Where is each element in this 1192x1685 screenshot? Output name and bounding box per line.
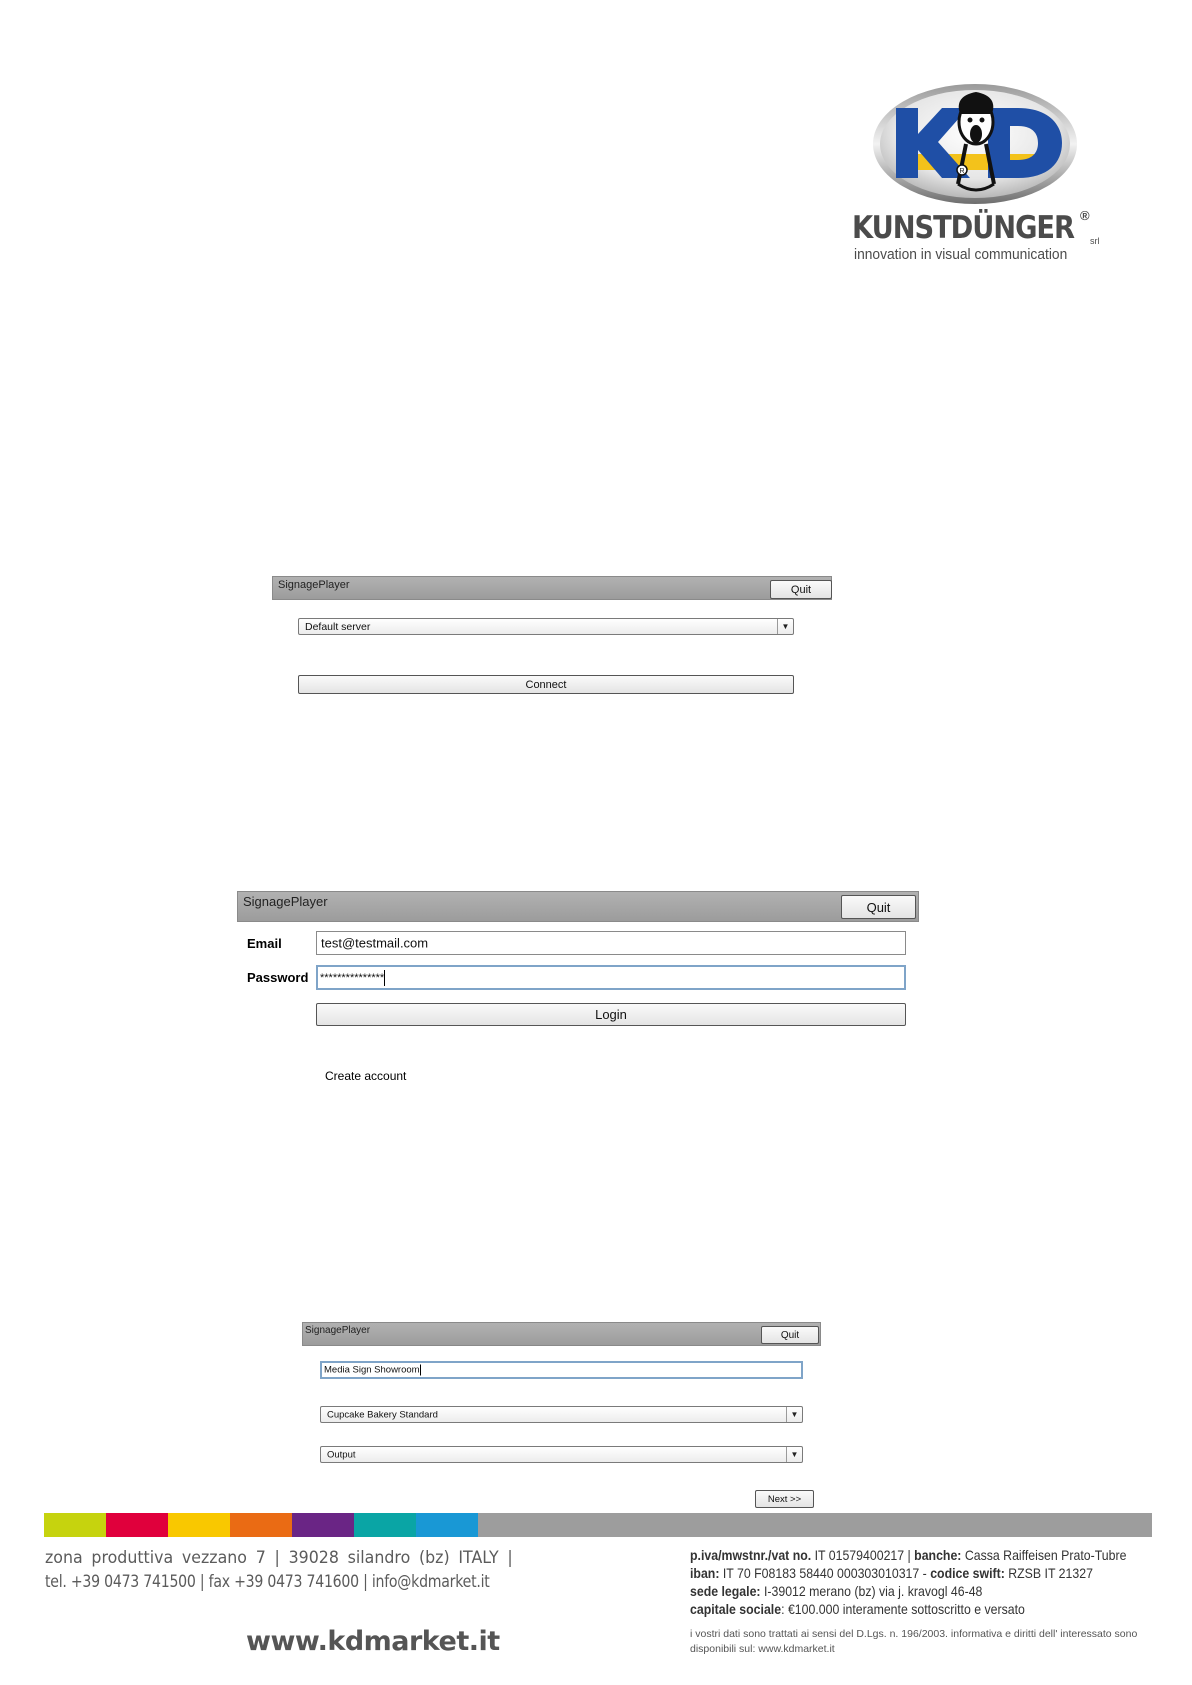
vat-value: IT 01579400217 | [811,1547,915,1563]
logo-registered-mark: ® [1080,208,1090,223]
next-button[interactable]: Next >> [755,1490,814,1508]
template-select-value: Cupcake Bakery Standard [327,1409,438,1420]
color-swatch [168,1513,230,1537]
company-logo [852,82,1112,272]
text-caret [420,1364,421,1375]
logo-brand-name: KUNSTDÜNGER [852,210,1074,246]
logo-tagline: innovation in visual communication [854,246,1068,263]
window-title: SignagePlayer [278,579,350,591]
capital-label: capitale sociale [690,1601,782,1617]
footer-vat-line [690,1547,1126,1563]
screenshot-server-connect [272,576,832,696]
email-field[interactable] [316,931,906,955]
email-label: Email [247,936,282,951]
server-select-value: Default server [305,620,371,633]
display-name-content [324,1364,421,1375]
brand-color-strip [44,1513,1152,1537]
color-swatch [416,1513,478,1537]
swift-value: RZSB IT 21327 [1004,1565,1093,1581]
iban-label: iban: [690,1565,720,1581]
quit-button[interactable]: Quit [770,580,832,599]
password-field-value: *************** [320,971,385,984]
color-swatch [44,1513,106,1537]
footer-privacy-note: i vostri dati sono trattati ai sensi del D.Lgs. n. 196/2003. informativa e diritti dell' interessato sono disponibili sul: www.kdmarket.it [690,1628,1138,1655]
title-bar [237,891,919,922]
footer-iban-line [690,1565,1093,1581]
kd-logo-emblem [870,82,1080,207]
chevron-down-icon[interactable]: ▼ [786,1447,802,1462]
iban-value: IT 70 F08183 58440 000303010317 - [719,1565,931,1581]
color-swatch [292,1513,354,1537]
create-account-link[interactable]: Create account [325,1069,407,1083]
color-swatch [230,1513,292,1537]
quit-button[interactable]: Quit [841,895,916,919]
screenshot-display-setup [302,1322,821,1514]
password-field[interactable] [316,965,906,990]
password-field-content [320,970,385,986]
template-select[interactable] [320,1406,803,1423]
vat-label: p.iva/mwstnr./vat no. [690,1547,812,1563]
quit-button[interactable]: Quit [761,1326,819,1344]
footer-capital-line [690,1601,1025,1617]
screenshot-login [237,891,919,1091]
password-label: Password [247,970,309,985]
footer-address: zona produttiva vezzano 7 | 39028 silandro (bz) ITALY | [45,1548,513,1568]
seat-value: I-39012 merano (bz) via j. kravogl 46-48 [760,1583,983,1599]
display-name-field[interactable] [320,1361,803,1379]
footer-website[interactable]: www.kdmarket.it [246,1626,500,1657]
footer-seat-line [690,1583,982,1599]
text-caret [384,970,385,986]
footer-contacts: tel. +39 0473 741500 | fax +39 0473 741600 | info@kdmarket.it [45,1572,490,1592]
output-select[interactable] [320,1446,803,1463]
title-bar [272,576,832,600]
chevron-down-icon[interactable]: ▼ [777,619,793,634]
email-field-value: test@testmail.com [321,935,429,951]
color-swatch [478,1513,1152,1537]
window-title: SignagePlayer [243,894,328,909]
login-button[interactable]: Login [316,1003,906,1026]
seat-label: sede legale: [690,1583,761,1599]
connect-button[interactable]: Connect [298,675,794,694]
banks-label: banche: [914,1547,962,1563]
svg-text:R: R [959,168,965,175]
title-bar [302,1322,821,1346]
output-select-value: Output [327,1449,356,1460]
chevron-down-icon[interactable]: ▼ [786,1407,802,1422]
display-name-value: Media Sign Showroom [324,1364,420,1376]
capital-value: : €100.000 interamente sottoscritto e versato [781,1601,1025,1617]
logo-srl: srl [1090,236,1100,246]
window-title: SignagePlayer [305,1325,371,1336]
color-swatch [106,1513,168,1537]
color-swatch [354,1513,416,1537]
swift-label: codice swift: [930,1565,1005,1581]
banks-value: Cassa Raiffeisen Prato-Tubre [961,1547,1127,1563]
server-select[interactable] [298,618,794,635]
